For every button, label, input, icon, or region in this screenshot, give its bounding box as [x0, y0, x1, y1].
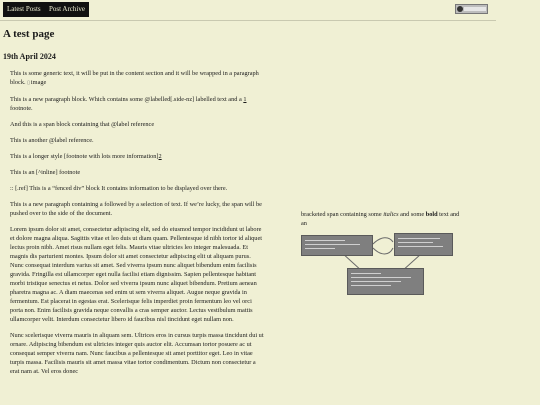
side-note: [301, 210, 461, 228]
side-text: bracketed span containing some: [301, 211, 384, 218]
cc-logo-icon: [457, 6, 463, 12]
paragraph-text: footnote.: [10, 105, 33, 112]
post-date: 19th April 2024: [3, 52, 56, 61]
paragraph-text: This is some generic text, it will be put in the content section and it will be wrapped in a paragraph block.: [10, 70, 259, 86]
paragraph: [10, 95, 265, 113]
footnote-link[interactable]: 2: [158, 153, 162, 160]
top-bar: [0, 0, 496, 21]
diagram-box: [301, 235, 373, 256]
side-text: and some: [398, 211, 426, 218]
side-italic-text: italics: [383, 211, 399, 218]
paragraph: Nunc scelerisque viverra mauris in aliquam sem. Ultrices eros in cursus turpis massa tincidunt dui ut ornare. Adipiscing bibendum est ultricies integer quis auctor elit. Accumsan tortor posuere ac ut consequat semper viverra nam. Nunc faucibus a pellentesque sit amet porttitor eget. Leo in vitae turpis massa. Facilisis mauris sit amet massa vitae tortor condimentum. Dictum non consectetur a erat nam at. Vel eros donec: [10, 332, 264, 375]
side-text: text and an: [301, 211, 460, 227]
side-diagram-image: [301, 232, 456, 297]
paragraph: This is another @label reference.: [10, 137, 94, 144]
side-bold-text: bold: [425, 211, 438, 218]
footnote-link[interactable]: 1: [243, 96, 247, 103]
paragraph: This is a new paragraph containing a followed by a selection of text. If we’re lucky, the span will be pushed over to the side of the document.: [10, 201, 262, 217]
paragraph-text: This is a new paragraph block. Which contains some @labelled[.side-nz] labelled text and a: [10, 96, 244, 103]
paragraph: [10, 69, 265, 88]
paragraph: [10, 152, 265, 161]
paragraph-text: This is a longer style [footnote with lots more information]: [10, 153, 159, 160]
cc-license-icon[interactable]: [455, 4, 488, 14]
diagram-box: [394, 233, 453, 256]
broken-image-icon: ▯ image: [27, 78, 71, 88]
paragraph: Lorem ipsum dolor sit amet, consectetur adipiscing elit, sed do eiusmod tempor incididunt ut labore et dolore magna aliqua. Sagittis vitae et leo duis ut diam quam. Pellentesque id nibh tortor id aliquet lectus proin nibh. Amet risus nullam eget felis. Mauris vitae ultricies leo integer malesuada. Et magnis dis parturient montes. Ipsum dolor sit amet consectetur adipiscing elit ut aliquam purus. Nunc consequat interdum varius sit amet. Sed viverra ipsum nunc aliquet bibendum enim facilisis gravida. Fringilla est ullamcorper eget nulla facilisi etiam dignissim. Sapien pellentesque habitant morbi tristique senectus et netus. Dolor sed viverra ipsum nunc aliquet bibendum. Pretium aenean pharetra magna ac. A diam maecenas sed enim ut sem viverra aliquet. Augue neque gravida in fermentum. Est placerat in egestas erat. Scelerisque felis imperdiet proin fermentum leo vel orci porta non. Enim facilisis gravida neque convallis a cras semper auctor. Lectus vestibulum mattis ullamcorper velit. Interdum consectetur libero id faucibus nisl tincidunt eget nullam non.: [10, 226, 262, 323]
page-title: A test page: [3, 28, 55, 40]
paragraph: And this is a span block containing that @label reference: [10, 121, 155, 128]
diagram-box: [347, 268, 424, 295]
paragraph: :: [.ref] This is a “fenced div” block It contains information to be displayed over there.: [10, 185, 228, 192]
post-archive-link[interactable]: Post Archive: [45, 2, 89, 17]
main-content: [10, 69, 265, 383]
latest-posts-link[interactable]: Latest Posts: [3, 2, 45, 17]
paragraph: This is an [^inline] footnote: [10, 169, 81, 176]
cc-badge-bar: [464, 7, 486, 11]
